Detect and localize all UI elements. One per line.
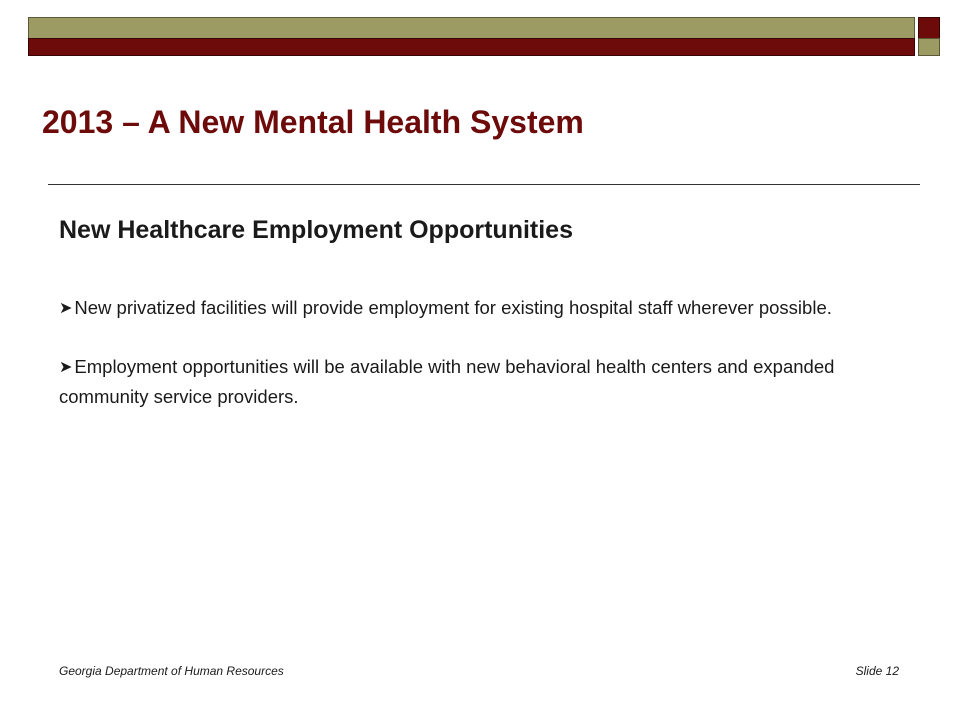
header-bar-maroon xyxy=(28,38,915,56)
arrow-bullet-icon: ➤ xyxy=(59,300,73,317)
header-square-maroon xyxy=(918,17,940,39)
header-square-olive xyxy=(918,38,940,56)
footer-organization: Georgia Department of Human Resources xyxy=(59,664,284,678)
bullet-text: New privatized facilities will provide employment for existing hospital staff wherever possible. xyxy=(74,297,832,318)
bullet-item xyxy=(59,352,909,411)
bullet-item xyxy=(59,293,909,323)
title-divider xyxy=(48,184,920,185)
slide-subtitle: New Healthcare Employment Opportunities xyxy=(59,216,573,244)
header-bar-olive xyxy=(28,17,915,39)
bullet-list xyxy=(59,293,909,440)
bullet-text: Employment opportunities will be available with new behavioral health centers and expanded community service providers. xyxy=(59,356,835,407)
slide-title: 2013 – A New Mental Health System xyxy=(42,104,584,140)
arrow-bullet-icon: ➤ xyxy=(59,359,73,376)
footer-slide-number: Slide 12 xyxy=(855,664,899,678)
